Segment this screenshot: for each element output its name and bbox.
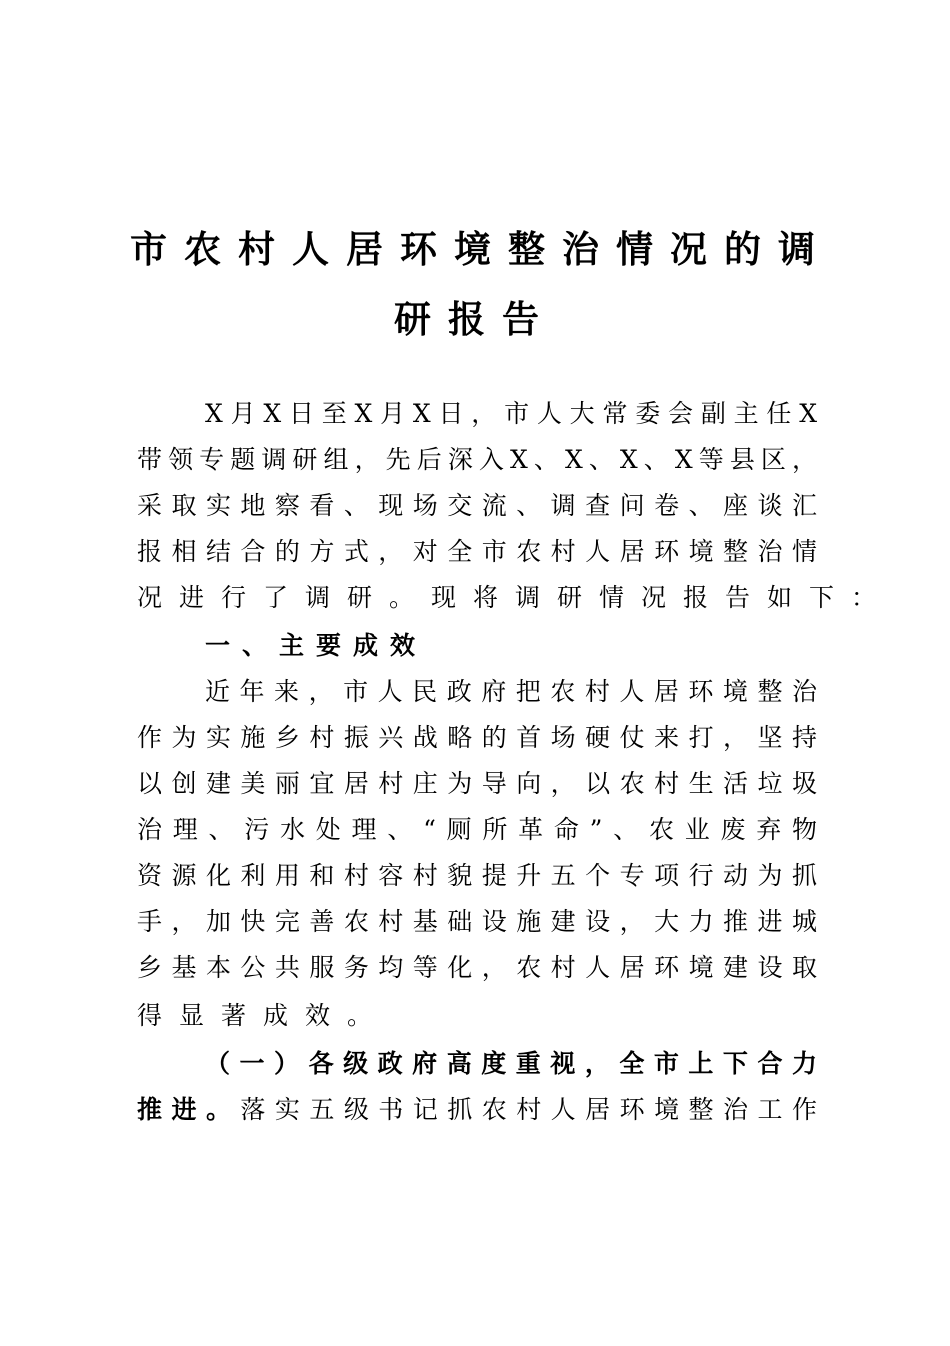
document-title-line-2: 研报告 bbox=[394, 297, 556, 341]
intro-line-1: X月X日至X月X日，市人大常委会副主任X bbox=[205, 399, 817, 428]
intro-line-3: 采取实地察看、现场交流、调查问卷、座谈汇 bbox=[137, 491, 817, 520]
subsection-1-text: 落实五级书记抓农村人居环境整治工作 bbox=[240, 1095, 817, 1124]
intro-line-4: 报相结合的方式，对全市农村人居环境整治情 bbox=[137, 537, 817, 566]
section-1-line-5: 资源化利用和村容村貌提升五个专项行动为抓 bbox=[137, 861, 817, 890]
intro-line-2: 带领专题调研组，先后深入X、X、X、X等县区， bbox=[137, 445, 817, 474]
section-1-line-4: 治理、污水处理、“厕所革命”、农业废弃物 bbox=[137, 815, 817, 844]
subsection-1-heading-line-2: 推进。 bbox=[137, 1095, 241, 1124]
document-title-line-1: 市农村人居环境整治情况的调 bbox=[130, 227, 832, 271]
section-1-line-6: 手，加快完善农村基础设施建设，大力推进城 bbox=[137, 907, 817, 936]
subsection-1-line-2 bbox=[137, 1088, 817, 1132]
intro-line-5: 况进行了调研。现将调研情况报告如下： bbox=[137, 583, 894, 612]
section-1-line-7: 乡基本公共服务均等化，农村人居环境建设取 bbox=[137, 953, 817, 982]
section-1-line-8: 得显著成效。 bbox=[137, 1001, 390, 1030]
section-1-heading: 一、主要成效 bbox=[205, 631, 428, 660]
section-1-line-2: 作为实施乡村振兴战略的首场硬仗来打，坚持 bbox=[137, 723, 817, 752]
section-1-line-1: 近年来，市人民政府把农村人居环境整治 bbox=[205, 677, 817, 706]
subsection-1-heading-line-1: （一）各级政府高度重视，全市上下合力 bbox=[205, 1049, 817, 1078]
section-1-line-3: 以创建美丽宜居村庄为导向，以农村生活垃圾 bbox=[137, 769, 817, 798]
